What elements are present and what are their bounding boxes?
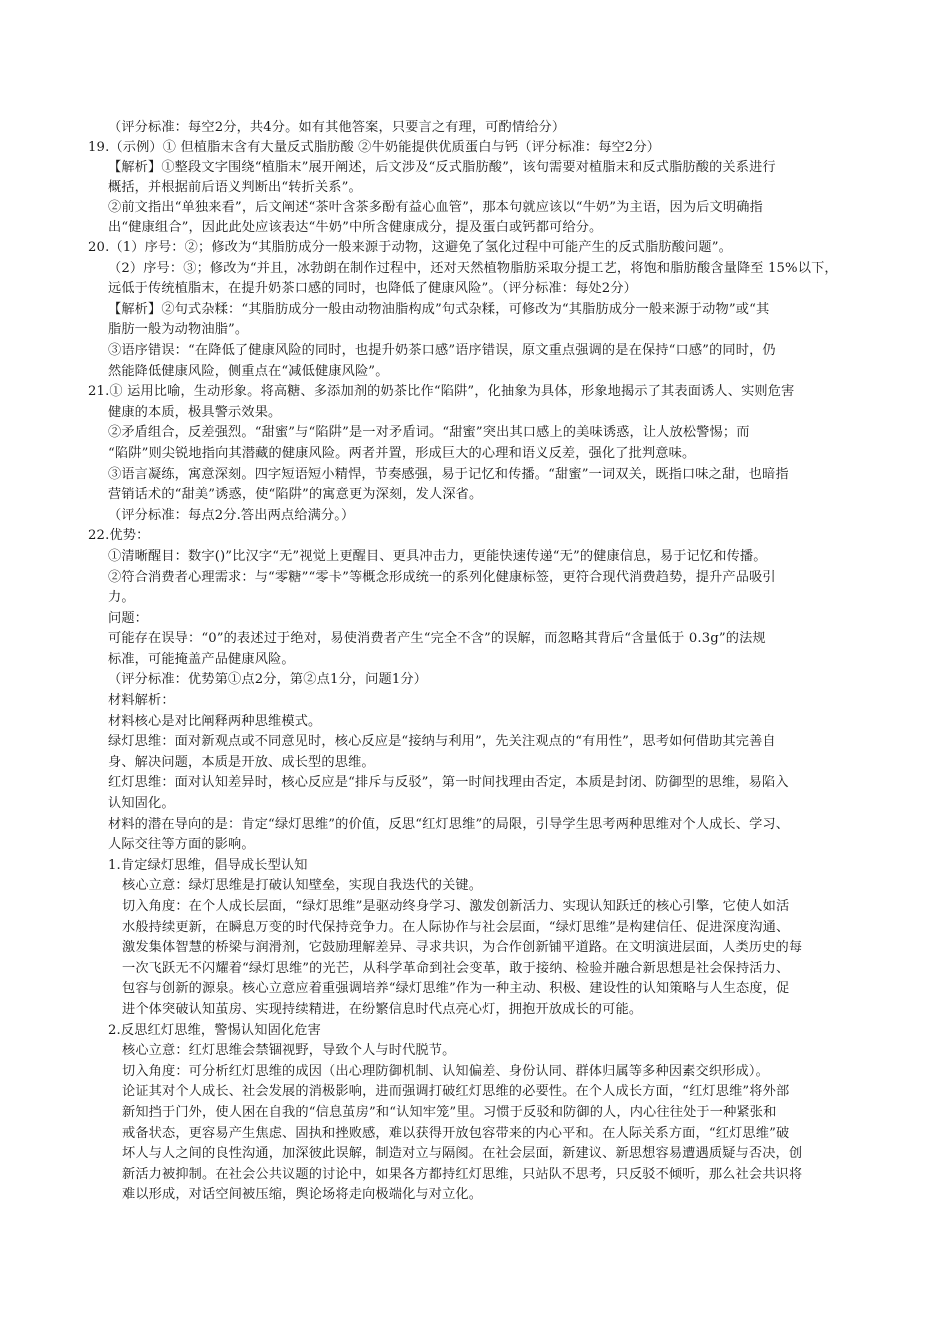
essay-angle-line: 进个体突破认知茧房、实现持续精进，在纷繁信息时代点亮心灯，拥抱开放成长的可能。 [122,1001,643,1017]
q19-analysis-line: ②前文指出“单独来看”，后文阐述“茶叶含茶多酚有益心血管”，那本句就应该以“牛奶”为主语，因为后文明确指 [108,200,763,215]
essay-angle-line: 论证其对个人成长、社会发展的消极影响，进而强调打破红灯思维的必要性。在个人成长方面，“红灯思维”将外部 [122,1084,790,1100]
material-analysis-line: 绿灯思维：面对新观点或不同意见时，核心反应是“接纳与利用”，先关注观点的“有用性”，思考如何借助其完善自 [108,734,776,750]
essay-angle-line: 切入角度：在个人成长层面，“绿灯思维”是驱动终身学习、激发创新活力、实现认知跃迁的核心引擎，它使人如活 [122,899,790,914]
essay-angle-line: 包容与创新的源泉。核心立意应着重强调培养“绿灯思维”作为一种主动、积极、建设性的认知策略与人生态度，促 [122,981,790,997]
material-analysis-line: 人际交往等方面的影响。 [108,837,255,853]
q19-answer: 19.（示例）① 但植脂末含有大量反式脂肪酸 ②牛奶能提供优质蛋白与钙（评分标准：每空2分） [88,140,661,155]
q20-answer-2-cont: 远低于传统植脂末，在提升奶茶口感的同时，也降低了健康风险”。（评分标准：每处2分） [108,281,637,297]
q20-answer-2: （2）序号：③；修改为“并且，冰勃朗在制作过程中，还对天然植物脂肪采取分提工艺，将饱和脂肪酸含量降至 15%以下， [108,260,838,276]
material-analysis-line: 红灯思维：面对认知差异时，核心反应是“排斥与反驳”，第一时间找理由否定，本质是封闭、防御型的思维，易陷入 [108,775,789,791]
essay-angle-line: 核心立意：红灯思维会禁锢视野，导致个人与时代脱节。 [122,1043,456,1059]
q22-heading: 22.优势： [88,528,150,544]
material-analysis-line: 认知固化。 [108,796,175,812]
essay-angle-line: 核心立意：绿灯思维是打破认知壁垒，实现自我迭代的关键。 [122,878,483,894]
material-analysis-line: 材料的潜在导向的是：肯定“绿灯思维”的价值，反思“红灯思维”的局限，引导学生思考两种思维对个人成长、学习、 [108,816,790,832]
essay-angle-line: 坏人与人之间的良性沟通，加深彼此误解，制造对立与隔阂。在社会层面，新建议、新思想容易遭遇质疑与否决，创 [122,1146,803,1162]
essay-angle-line: 水般持续更新，在瞬息万变的时代保持竞争力。在人际协作与社会层面，“绿灯思维”是构建信任、促进深度沟通、 [122,919,790,935]
essay-angle-line: 激发集体智慧的桥梁与润滑剂，它鼓励理解差异、寻求共识，为合作创新铺平道路。在文明演进层面，人类历史的每 [122,940,803,956]
q20-analysis-line: 脂肪一般为动物油脂”。 [108,322,249,338]
q22-answer-line: 可能存在误导：“0”的表述过于绝对，易使消费者产生“完全不含”的误解，而忽略其背后“含量低于 0.3g”的法规 [108,631,766,647]
essay-angle-line: 新活力被抑制。在社会公共议题的讨论中，如果各方都持红灯思维，只站队不思考，只反驳不倾听，那么社会共识将 [122,1166,803,1182]
material-analysis-line: 身、解决问题，本质是开放、成长型的思维。 [108,754,375,770]
q22-answer-line: 标准，可能掩盖产品健康风险。 [108,651,295,667]
q21-answer-line: ③语言凝练，寓意深刻。四字短语短小精悍，节奏感强，易于记忆和传播。“甜蜜”一词双关，既指口味之甜，也暗指 [108,466,789,482]
q21-answer-line: ②矛盾组合，反差强烈。“甜蜜”与“陷阱”是一对矛盾词。“甜蜜”突出其口感上的美味诱惑，让人放松警惕；而 [108,425,750,441]
q21-answer-line: “陷阱”则尖锐地指向其潜藏的健康风险。两者并置，形成巨大的心理和语义反差，强化了批判意味。 [108,445,696,461]
q20-analysis-line: 【解析】②句式杂糅：“其脂肪成分一般由动物油脂构成”句式杂糅，可修改为“其脂肪成分一般来源于动物”或“其 [108,301,770,317]
q20-answer-1: 20.（1）序号：②；修改为“其脂肪成分一般来源于动物，这避免了氢化过程中可能产生的反式脂肪酸问题”。 [88,240,732,255]
q19-analysis-line: 出“健康组合”，因此此处应该表达“牛奶”中所含健康成分，提及蛋白或钙都可给分。 [108,220,603,235]
q21-scoring-note: （评分标准：每点2分.答出两点给满分。） [108,507,355,523]
material-analysis-line: 材料核心是对比阐释两种思维模式。 [108,713,322,729]
q21-answer-line: 健康的本质，极具警示效果。 [108,404,282,420]
q19-analysis-line: 概括，并根据前后语义判断出“转折关系”。 [108,180,362,195]
essay-angle-2-heading: 2.反思红灯思维，警惕认知固化危害 [108,1022,321,1038]
q21-answer-line: 营销话术的“甜美”诱惑，使“陷阱”的寓意更为深刻，发人深省。 [108,487,483,503]
q22-answer-line: ②符合消费者心理需求：与“零糖”“零卡”等概念形成统一的系列化健康标签，更符合现代消费趋势，提升产品吸引 [108,569,776,585]
q20-analysis-line: 然能降低健康风险，侧重点在“减低健康风险”。 [108,363,389,379]
answer-key-page [88,118,868,1206]
essay-angle-line: 新知挡于门外，使人困在自我的“信息茧房”和“认知牢笼”里。习惯于反驳和防御的人，内心往往处于一种紧张和 [122,1104,777,1120]
q22-answer-line: 力。 [108,590,135,606]
q21-answer-line: 21.① 运用比喻，生动形象。将高糖、多添加剂的奶茶比作“陷阱”，化抽象为具体，形象地揭示了其表面诱人、实则危害 [88,384,795,400]
essay-angle-line: 戒备状态，更容易产生焦虑、固执和挫败感，难以获得开放包容带来的内心平和。在人际关系方面，“红灯思维”破 [122,1125,790,1141]
essay-angle-line: 一次飞跃无不闪耀着“绿灯思维”的光芒，从科学革命到社会变革，敢于接纳、检验并融合新思想是社会保持活力、 [122,960,790,976]
q22-scoring-note: （评分标准：优势第①点2分，第②点1分，问题1分） [108,672,428,688]
essay-angle-1-heading: 1.肯定绿灯思维，倡导成长型认知 [108,857,308,873]
q19-analysis-line: 【解析】①整段文字围绕“植脂末”展开阐述，后文涉及“反式脂肪酸”，该句需要对植脂末和反式脂肪酸的关系进行 [108,160,776,175]
scoring-note-18: （评分标准：每空2分，共4分。如有其他答案，只要言之有理，可酌情给分） [108,120,566,135]
essay-angle-line: 难以形成，对话空间被压缩，舆论场将走向极端化与对立化。 [122,1187,483,1203]
q22-answer-line: ①清晰醒目：数字()”比汉字“无”视觉上更醒目、更具冲击力，更能快速传递“无”的健康信息，易于记忆和传播。 [108,548,767,564]
q22-problem-heading: 问题： [108,610,149,626]
material-analysis-heading: 材料解析： [108,693,175,709]
q20-analysis-line: ③语序错误：“在降低了健康风险的同时，也提升奶茶口感”语序错误，原文重点强调的是在保持“口感”的同时，仍 [108,342,776,358]
essay-angle-line: 切入角度：可分析红灯思维的成因（出心理防御机制、认知偏差、身份认同、群体归属等多种因素交织形成）。 [122,1063,769,1079]
